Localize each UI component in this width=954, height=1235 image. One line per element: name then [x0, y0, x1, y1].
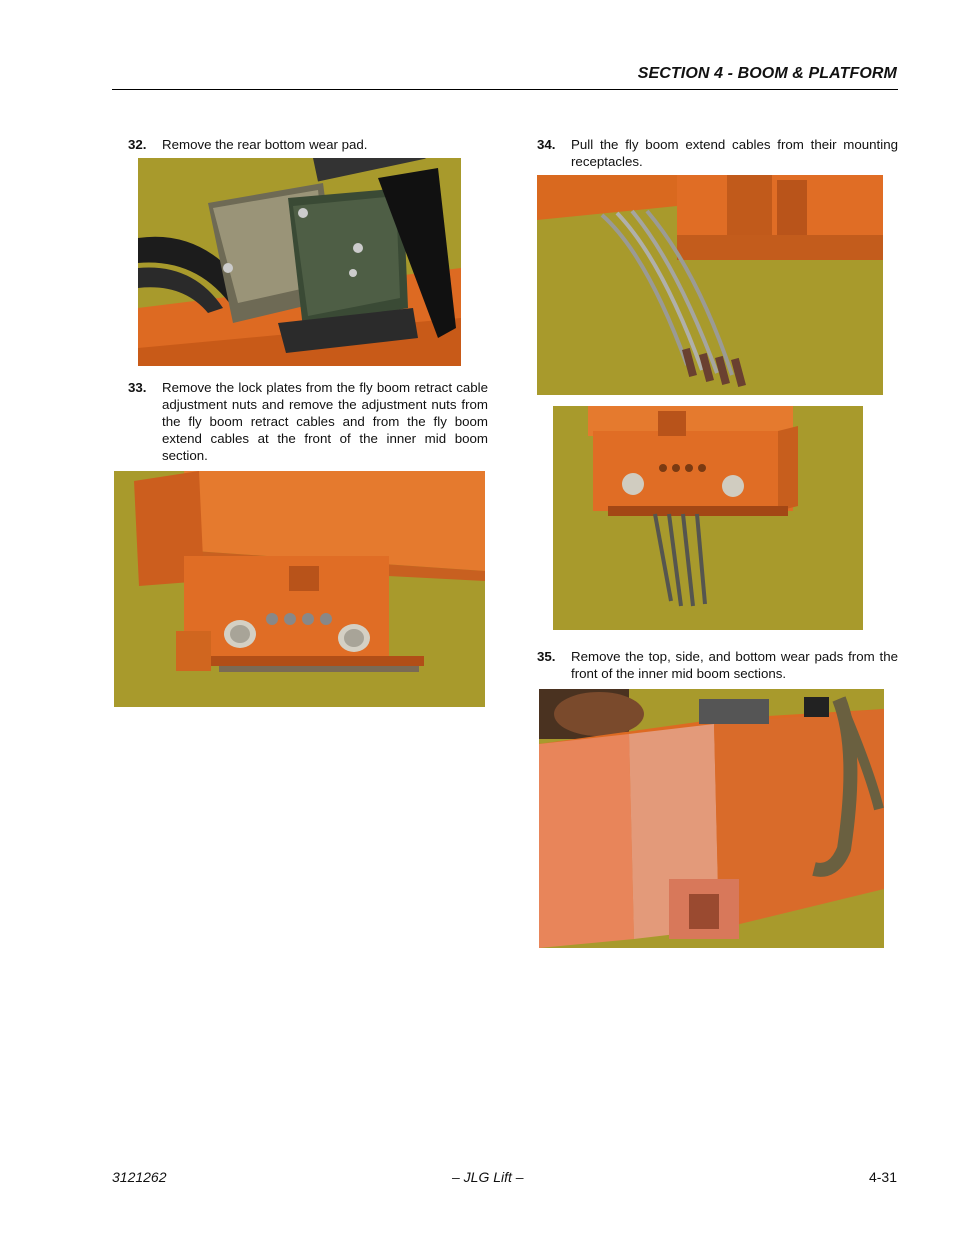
step-number: 32. [128, 137, 147, 152]
photo-rear-bottom-wear-pad [138, 158, 461, 366]
photo-inner-mid-boom-front [114, 471, 485, 707]
page-number: 4-31 [868, 1169, 897, 1185]
step-number: 35. [537, 649, 556, 664]
step-text: Remove the top, side, and bottom wear pads from the front of the inner mid boom sections. [571, 649, 898, 681]
step-number: 34. [537, 137, 556, 152]
section-title: SECTION 4 - BOOM & PLATFORM [637, 65, 897, 82]
photo-extend-cables-underside [553, 406, 863, 630]
step-text: Remove the rear bottom wear pad. [162, 137, 368, 152]
step-33 [128, 379, 488, 467]
step-35 [537, 648, 898, 684]
step-text: Pull the fly boom extend cables from their mounting receptacles. [571, 137, 898, 169]
step-34 [537, 136, 898, 172]
step-number: 33. [128, 380, 147, 395]
photo-wear-pads-removal [539, 689, 884, 948]
photo-extend-cables-pulled [537, 175, 883, 395]
doc-number: 3121262 [112, 1169, 167, 1185]
step-32 [128, 136, 488, 156]
publisher-label: – JLG Lift – [452, 1169, 524, 1185]
step-text: Remove the lock plates from the fly boom retract cable adjustment nuts and remove the adjustment nuts from the fly boom retract cables and from the fly boom extend cables at the front of the inner mid boom section. [162, 380, 488, 463]
header-rule [112, 89, 898, 90]
